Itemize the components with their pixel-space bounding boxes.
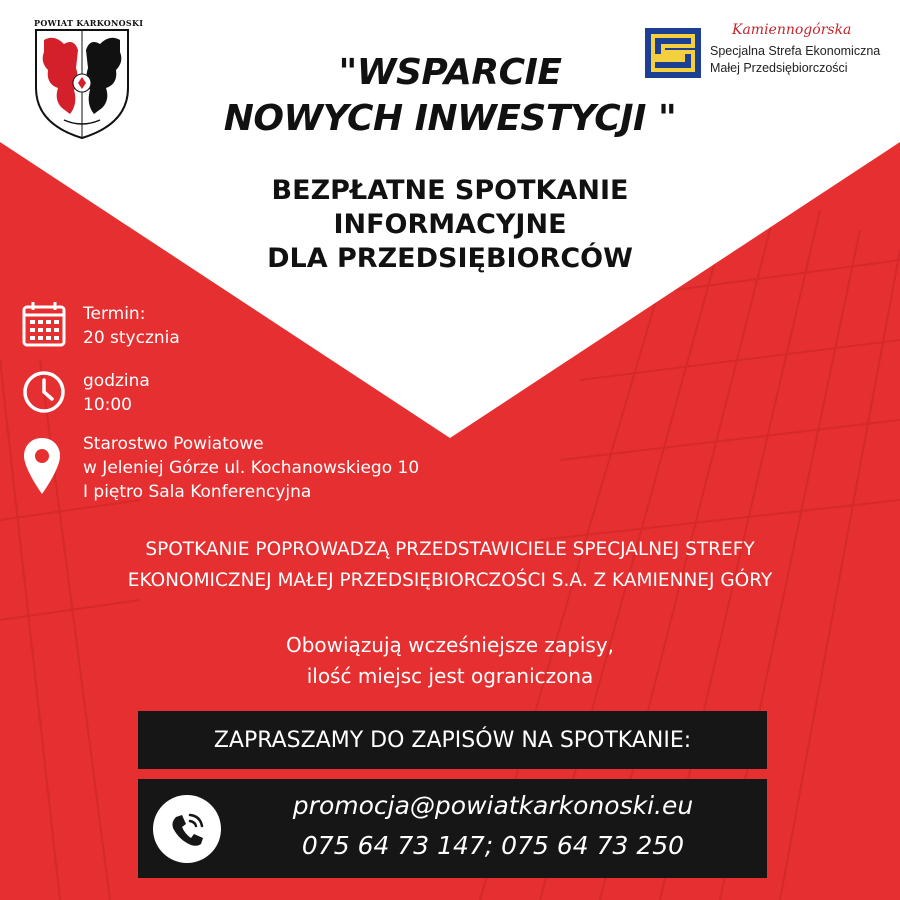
cta-banner xyxy=(138,711,767,769)
title-line1: "WSPARCIE xyxy=(338,52,562,93)
date-label: Termin: xyxy=(83,304,146,324)
county-logo-caption: POWIAT KARKONOSKI xyxy=(34,18,144,28)
registration-note-line1: Obowiązują wcześniejsze zapisy, xyxy=(285,633,615,657)
address-line1: Starostwo Powiatowe xyxy=(83,434,264,454)
sez-name-line2: Małej Przedsiębiorczości xyxy=(710,61,848,75)
phone-badge xyxy=(153,795,221,863)
hosts-line1: SPOTKANIE POPROWADZĄ PRZEDSTAWICIELE SPECJALNEJ STREFY xyxy=(145,539,755,560)
date-value: 20 stycznia xyxy=(83,328,180,348)
hosts-line2: EKONOMICZNEJ MAŁEJ PRZEDSIĘBIORCZOŚCI S.A. Z KAMIENNEJ GÓRY xyxy=(127,570,773,591)
subtitle-line1: BEZPŁATNE SPOTKANIE xyxy=(271,175,629,206)
subtitle-line3: DLA PRZEDSIĘBIORCÓW xyxy=(267,243,633,274)
time-value: 10:00 xyxy=(83,395,132,415)
subtitle-line2: INFORMACYJNE xyxy=(333,209,567,240)
registration-note-line2: ilość miejsc jest ograniczona xyxy=(306,664,594,688)
address-line3: I piętro Sala Konferencyjna xyxy=(83,482,312,502)
clock-icon xyxy=(22,370,66,414)
cta-text: ZAPRASZAMY DO ZAPISÓW NA SPOTKANIE: xyxy=(213,727,692,753)
contact-phones[interactable]: 075 64 73 147; 075 64 73 250 xyxy=(301,831,685,860)
sez-script-text: Kamiennogórska xyxy=(732,22,852,38)
address-line2: w Jeleniej Górze ul. Kochanowskiego 10 xyxy=(83,458,420,478)
map-pin-icon xyxy=(22,436,62,498)
contact-email[interactable]: promocja@powiatkarkonoski.eu xyxy=(292,791,694,820)
phone-icon xyxy=(153,795,221,863)
coat-of-arms-icon xyxy=(34,28,130,140)
sez-name-line1: Specjalna Strefa Ekonomiczna xyxy=(710,44,881,58)
title-line2: NOWYCH INWESTYCJI " xyxy=(223,98,677,139)
calendar-icon xyxy=(22,301,66,347)
time-label: godzina xyxy=(83,371,150,391)
